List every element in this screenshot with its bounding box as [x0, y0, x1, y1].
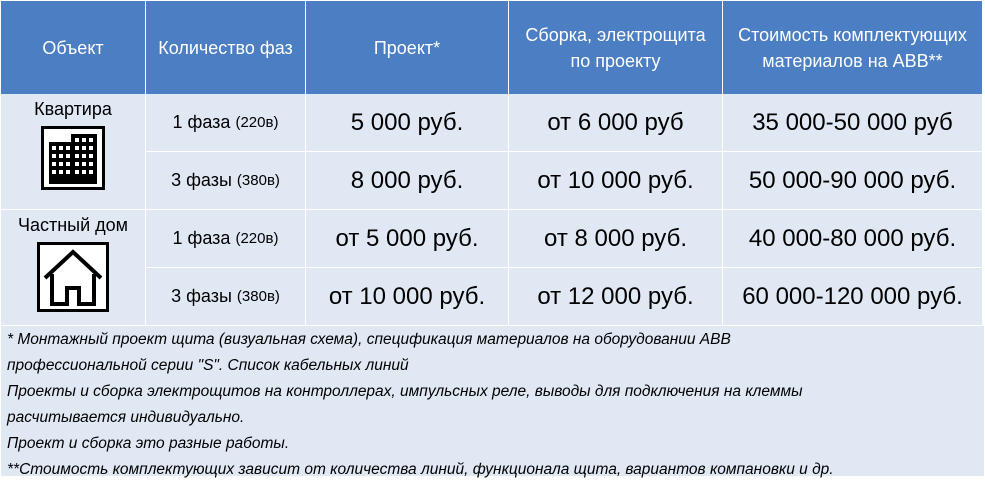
footnote-line: профессиональной серии "S". Список кабельных линий	[7, 357, 409, 374]
table-row-2-materials: 50 000-90 000 руб.	[723, 152, 982, 210]
phase-label: 3 фазы	[171, 170, 232, 190]
voltage-label: (220в)	[235, 230, 279, 247]
footnotes	[1, 326, 984, 476]
footnote-line: Проекты и сборка электрощитов на контроллерах, импульсных реле, выводы для подключения на клеммы	[7, 383, 803, 400]
table-row-4-assembly: от 12 000 руб.	[509, 268, 723, 326]
phase-label: 3 фазы	[171, 286, 232, 306]
header-object: Объект	[1, 1, 146, 94]
table-row-1-assembly: от 6 000 руб	[509, 94, 723, 152]
header-project: Проект*	[306, 1, 509, 94]
footnote-line: **Стоимость комплектующих зависит от количества линий, функционала щита, вариантов компановки и др.	[7, 461, 834, 478]
apartment-building-icon	[41, 126, 105, 190]
table-row-2-assembly: от 10 000 руб.	[509, 152, 723, 210]
table-row-3-project: от 5 000 руб.	[306, 210, 509, 268]
header-materials: Стоимость комплектующих материалов на ABB**	[723, 1, 982, 94]
footnote-line: * Монтажный проект щита (визуальная схема), спецификация материалов на оборудовании ABB	[7, 331, 731, 348]
voltage-label: (380в)	[236, 288, 280, 305]
table-row-1-phase	[146, 94, 306, 152]
table-row-2-project: 8 000 руб.	[306, 152, 509, 210]
table-row-3-assembly: от 8 000 руб.	[509, 210, 723, 268]
table-row-4-phase	[146, 268, 306, 326]
table-row-1-materials: 35 000-50 000 руб	[723, 94, 982, 152]
voltage-label: (380в)	[236, 172, 280, 189]
group-apartment	[1, 94, 146, 210]
table-row-3-materials: 40 000-80 000 руб.	[723, 210, 982, 268]
group-house-label: Частный дом	[17, 215, 129, 235]
header-phases: Количество фаз	[146, 1, 306, 94]
group-house	[1, 210, 146, 326]
phase-label: 1 фаза	[172, 228, 231, 248]
phase-label: 1 фаза	[172, 112, 231, 132]
table-row-4-materials: 60 000-120 000 руб.	[723, 268, 982, 326]
table-row-3-phase	[146, 210, 306, 268]
table-row-4-project: от 10 000 руб.	[306, 268, 509, 326]
header-assembly: Сборка, электрощита по проекту	[509, 1, 723, 94]
table-row-1-project: 5 000 руб.	[306, 94, 509, 152]
group-apartment-label: Квартира	[34, 99, 112, 119]
table-row-2-phase	[146, 152, 306, 210]
footnote-line: расчитывается индивидуально.	[7, 409, 245, 426]
voltage-label: (220в)	[235, 114, 279, 131]
footnote-line: Проект и сборка это разные работы.	[7, 435, 290, 452]
house-icon	[37, 242, 109, 312]
